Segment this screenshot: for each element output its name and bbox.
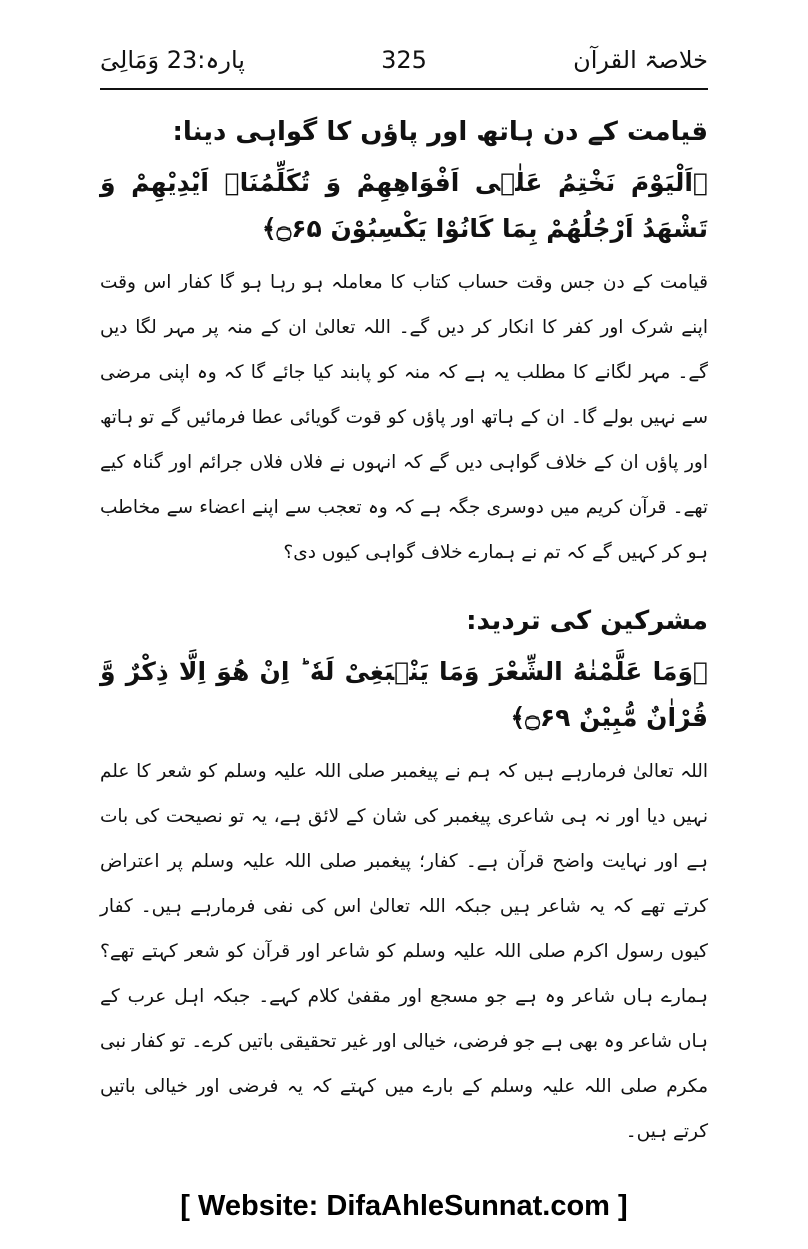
quran-verse-yasin-65: ﴿اَلْیَوْمَ نَخْتِمُ عَلٰۤی اَفْوَاهِهِمْ وَ تُكَلِّمُنَاۤ اَیْدِیْهِمْ وَ تَشْهَدُ اَرْجُلُهُمْ بِمَا كَانُوْا یَكْسِبُوْنَ ۝۶۵﴾	[100, 168, 708, 243]
para-label: پارہ:23 وَمَالِیَ	[100, 46, 245, 74]
section-heading-testimony: قیامت کے دن ہاتھ اور پاؤں کا گواہی دینا:	[172, 117, 708, 147]
page-body	[100, 100, 708, 1154]
paragraph-refutation: اللہ تعالیٰ فرمارہے ہیں کہ ہم نے پیغمبر صلی اللہ علیہ وسلم کو شعر کا علم نہیں دیا اور نہ ہی شاعری پیغمبر کی شان کے لائق ہے، یہ تو نصیحت کی بات ہے اور نہایت واضح قرآن ہے۔ کفار؛ پیغمبر صلی اللہ علیہ وسلم پر اعتراض کرتے تھے کہ یہ شاعر ہیں جبکہ اللہ تعالیٰ اس کی نفی فرمارہے ہیں۔ کفار کیوں رسول اکرم صلی اللہ علیہ وسلم کو شاعر اور قرآن کو شعر کہتے تھے؟ ہمارے ہاں شاعر وہ ہے جو مسجع اور مقفیٰ کلام کہے۔ جبکہ اہل عرب کے ہاں شاعر وہ بھی ہے جو فرضی، خیالی اور غیر تحقیقی باتیں کرے۔ تو کفار نبی مکرم صلی اللہ علیہ وسلم کے بارے میں کہتے کہ یہ فرضی اور خیالی باتیں کرتے ہیں۔	[100, 761, 708, 1142]
section-heading-refutation: مشرکین کی تردید:	[466, 606, 708, 636]
quran-verse-yasin-69: ﴿وَمَا عَلَّمْنٰهُ الشِّعْرَ وَمَا یَنْۢبَغِیْ لَهٗ ؕ اِنْ هُوَ اِلَّا ذِكْرٌ وَّ قُرْاٰنٌ مُّبِیْنٌ ۝۶۹﴾	[100, 657, 708, 732]
page-number: 325	[381, 46, 427, 74]
website-footer: [ Website: DifaAhleSunnat.com ]	[180, 1190, 628, 1222]
paragraph-testimony: قیامت کے دن جس وقت حساب کتاب کا معاملہ ہو رہا ہو گا کفار اس وقت اپنے شرک اور کفر کا انکار کر دیں گے۔ اللہ تعالیٰ ان کے منہ پر مہر لگا دیں گے۔ مہر لگانے کا مطلب یہ ہے کہ منہ کو پابند کیا جائے گا کہ وہ اپنی مرضی سے نہیں بولے گا۔ ان کے ہاتھ اور پاؤں کو قوت گویائی عطا فرمائیں گے تو ہاتھ اور پاؤں ان کے خلاف گواہی دیں گے کہ انہوں نے فلاں فلاں جرائم اور گناہ کیے تھے۔ قرآن کریم میں دوسری جگہ ہے کہ وہ تعجب سے اپنے اعضاء سے مخاطب ہو کر کہیں گے کہ تم نے ہمارے خلاف گواہی کیوں دی؟	[100, 272, 708, 563]
page-header	[100, 40, 708, 90]
section-gap	[100, 575, 708, 589]
book-title: خلاصۃ القرآن	[573, 46, 708, 74]
